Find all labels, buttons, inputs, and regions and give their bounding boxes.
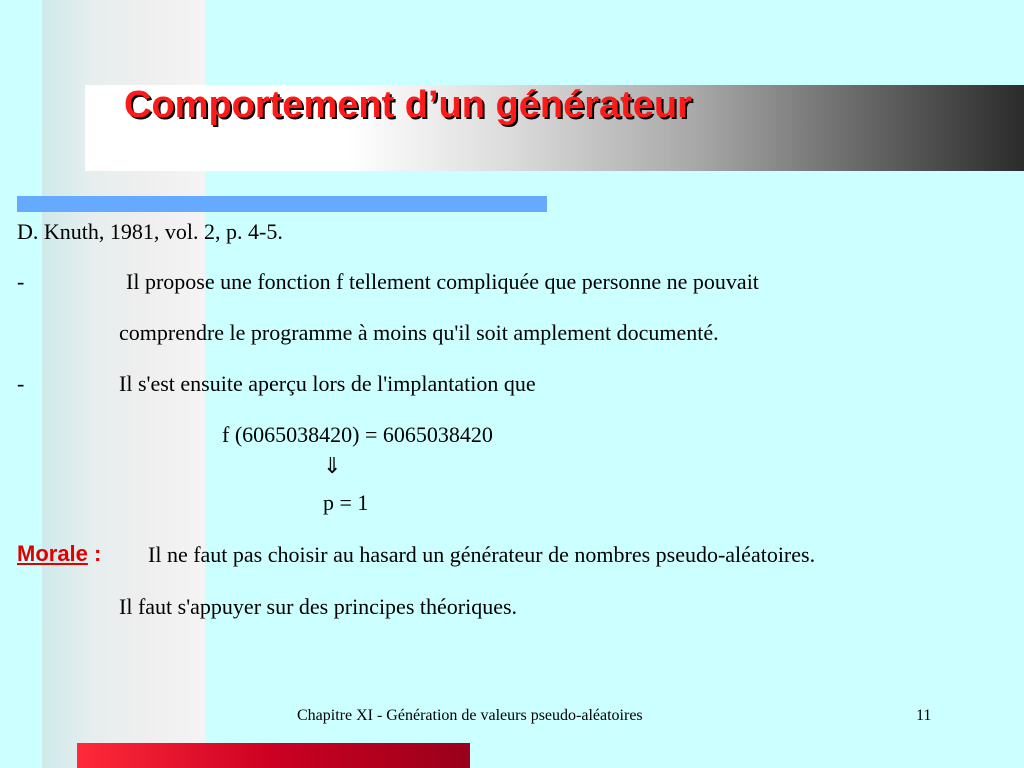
reference-text: D. Knuth, 1981, vol. 2, p. 4-5. [17, 219, 283, 244]
page-number: 11 [916, 707, 932, 724]
morale-heading [17, 543, 101, 565]
equation: f (6065038420) = 6065038420 [222, 422, 493, 447]
result: p = 1 [323, 490, 369, 515]
bullet-2-marker: - [17, 371, 25, 396]
slide-title: Comportement d’un générateur [124, 84, 692, 126]
bullet-2-line-1: Il s'est ensuite aperçu lors de l'implantation que [119, 371, 536, 396]
footer-red-bar [77, 743, 470, 768]
morale-separator: : [94, 541, 102, 566]
bullet-1-line-2: comprendre le programme à moins qu'il soit amplement documenté. [119, 320, 719, 345]
morale-line-1: Il ne faut pas choisir au hasard un générateur de nombres pseudo-aléatoires. [148, 542, 816, 567]
implies-arrow-icon: ⇓ [323, 453, 342, 478]
bullet-1-marker: - [17, 269, 25, 294]
morale-label: Morale [17, 541, 88, 566]
morale-line-2: Il faut s'appuyer sur des principes théoriques. [119, 594, 518, 619]
bullet-1-line-1: Il propose une fonction f tellement compliquée que personne ne pouvait [126, 269, 759, 294]
footer-chapter: Chapitre XI - Génération de valeurs pseudo-aléatoires [297, 707, 643, 724]
title-underline-bar [17, 196, 547, 212]
